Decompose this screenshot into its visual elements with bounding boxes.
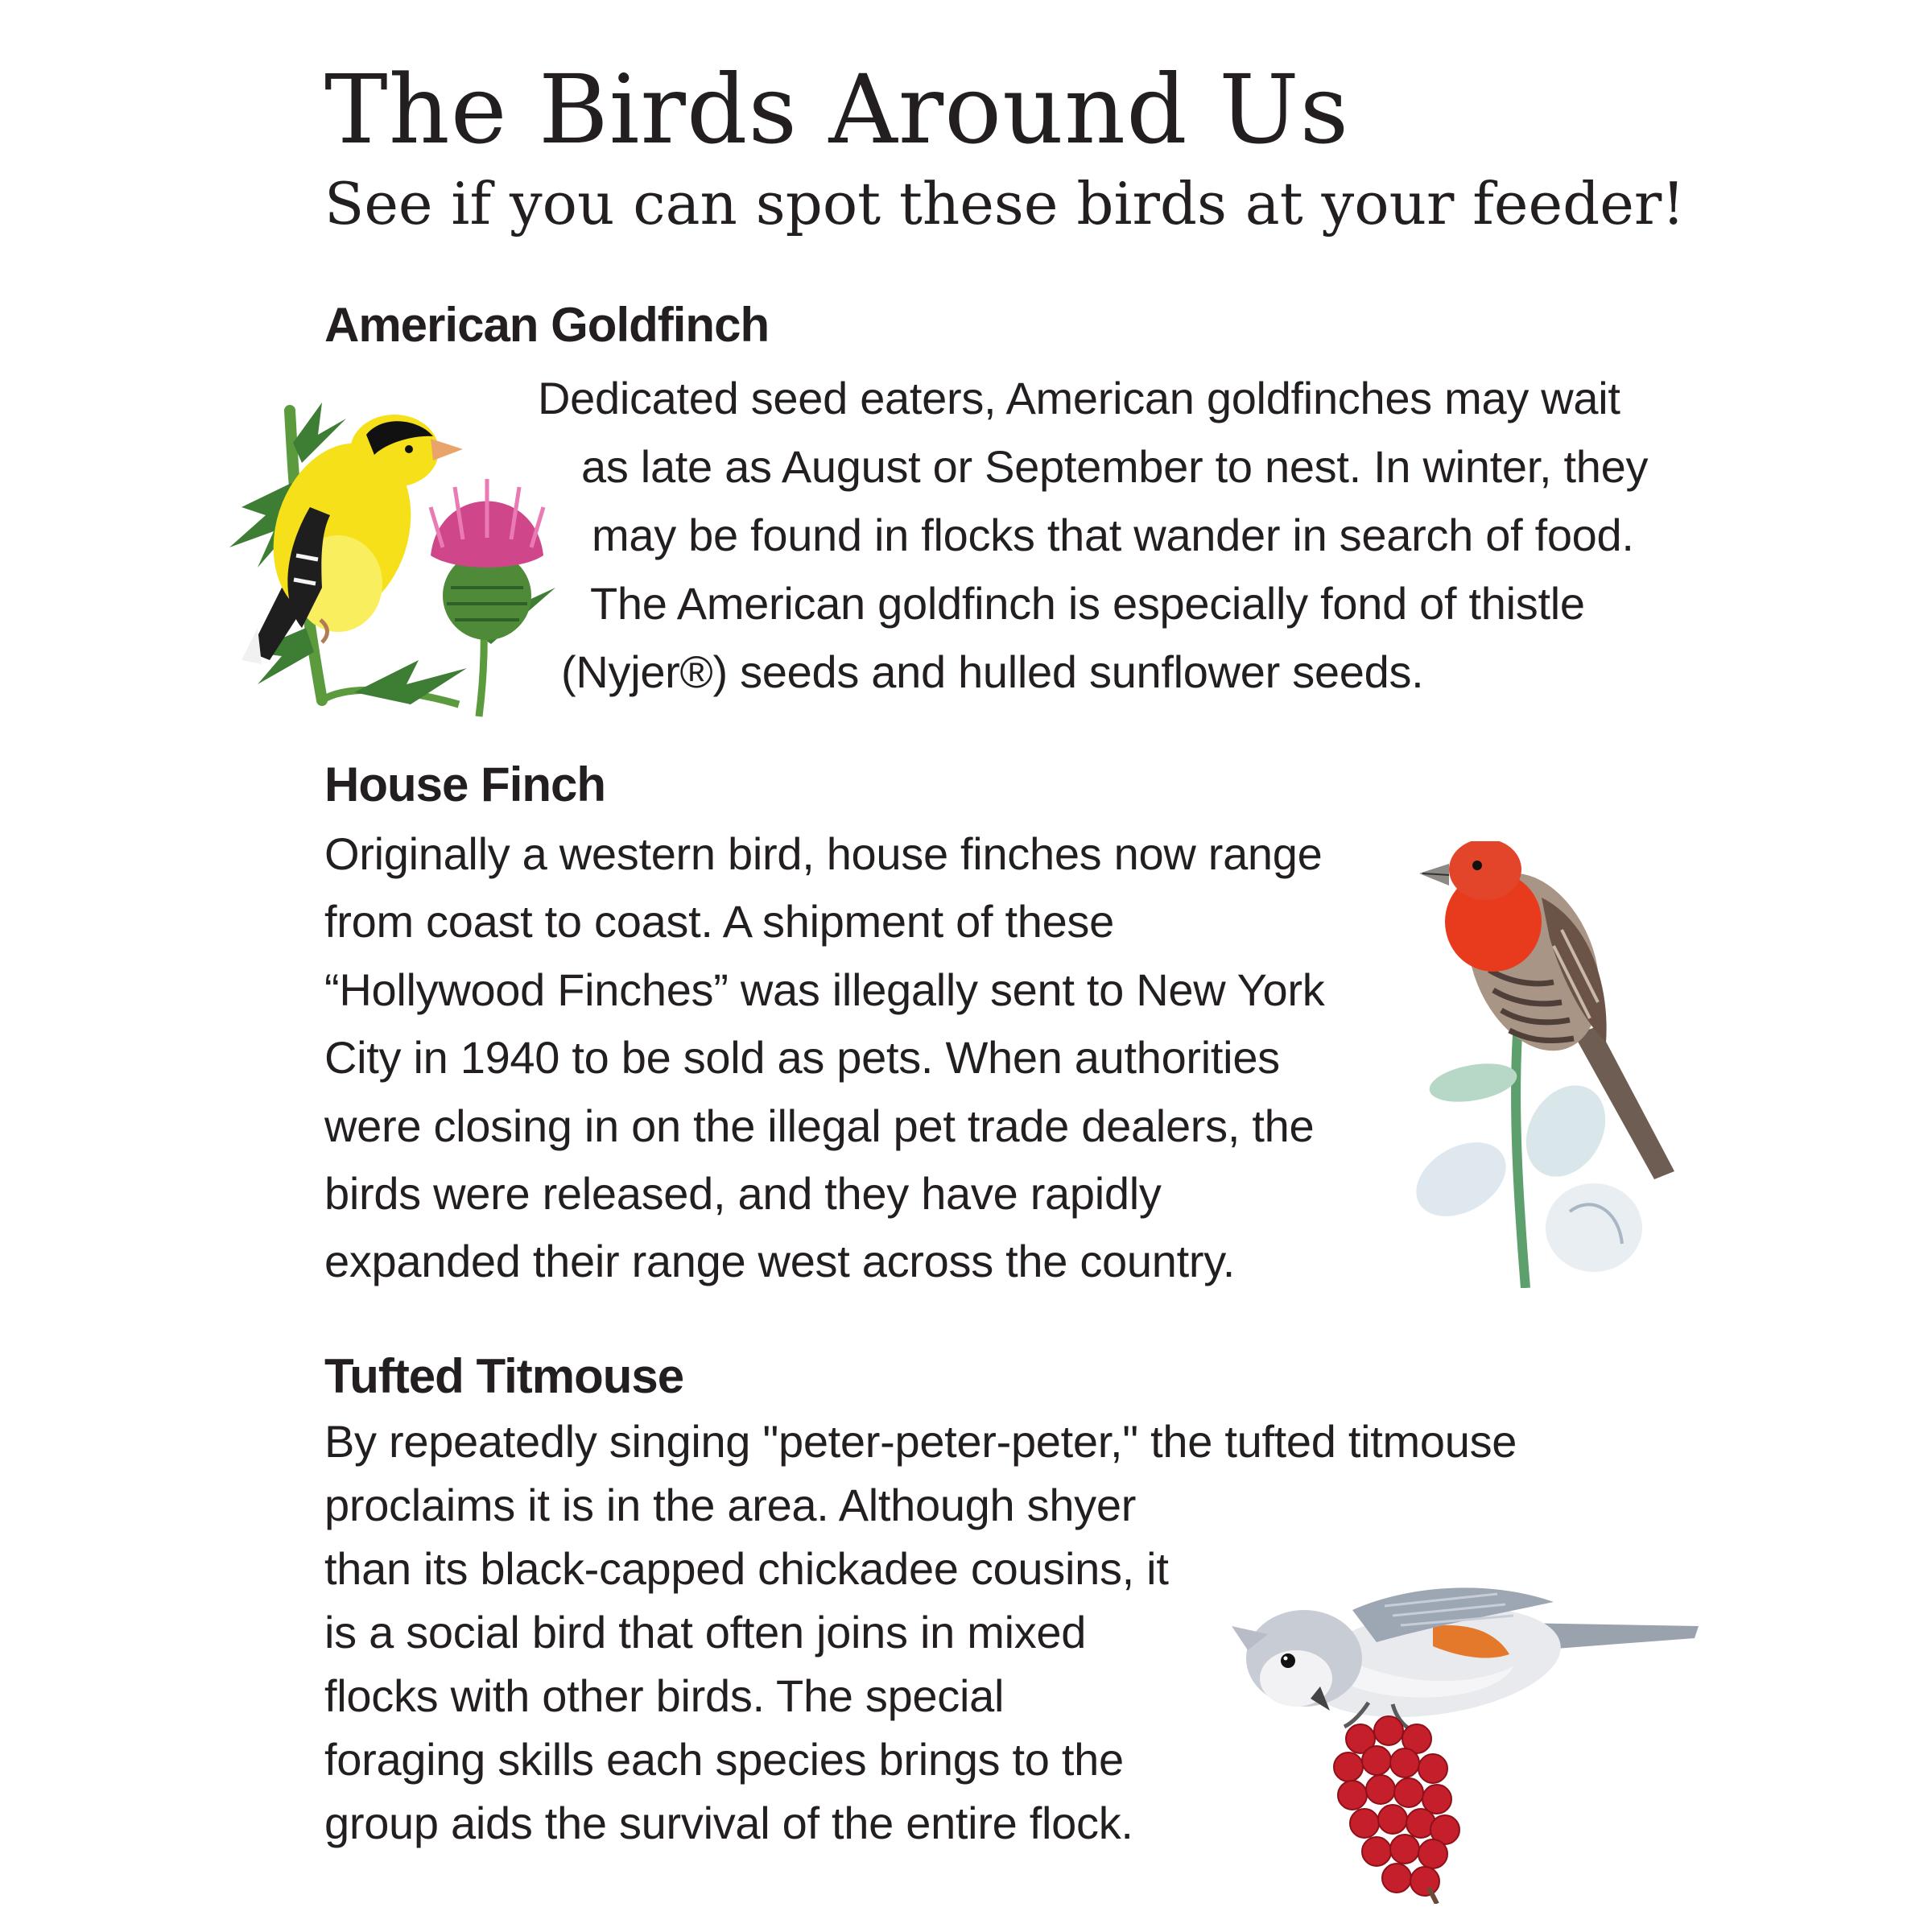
bird-text-line: were closing in on the illegal pet trade dealers, the — [324, 1100, 1315, 1151]
bird-text-line: proclaims it is in the area. Although shyer — [324, 1480, 1137, 1530]
bird-text-line: The American goldfinch is especially fond of thistle — [590, 578, 1585, 629]
bird-text-line: is a social bird that often joins in mixed — [324, 1607, 1087, 1657]
bird-heading-goldfinch: American Goldfinch — [324, 298, 770, 352]
goldfinch-illustration — [225, 386, 580, 724]
bird-text-line: expanded their range west across the country. — [324, 1236, 1236, 1286]
bird-text-line: City in 1940 to be sold as pets. When authorities — [324, 1032, 1280, 1083]
bird-text-line: foraging skills each species brings to the — [324, 1734, 1124, 1785]
bird-text-line: may be found in flocks that wander in search of food. — [592, 510, 1634, 560]
bird-text-line: as late as August or September to nest. In winter, they — [581, 441, 1649, 492]
bird-text-line: Dedicated seed eaters, American goldfinches may wait — [538, 373, 1620, 423]
bird-heading-titmouse: Tufted Titmouse — [324, 1349, 684, 1403]
bird-text-line: (Nyjer®) seeds and hulled sunflower seeds. — [561, 646, 1424, 697]
bird-text-line: flocks with other birds. The special — [324, 1670, 1005, 1721]
bird-heading-house-finch: House Finch — [324, 758, 606, 811]
house-finch-illustration — [1413, 841, 1678, 1288]
page-subtitle: See if you can spot these birds at your feeder! — [324, 170, 1686, 237]
tufted-titmouse-illustration — [1232, 1566, 1699, 1904]
bird-text-line: group aids the survival of the entire flock. — [324, 1798, 1133, 1848]
page-title: The Birds Around Us — [324, 54, 1350, 165]
bird-text-line: than its black-capped chickadee cousins, it — [324, 1543, 1169, 1594]
bird-text-line: By repeatedly singing "peter-peter-peter," the tufted titmouse — [324, 1416, 1517, 1467]
bird-text-line: birds were released, and they have rapidly — [324, 1168, 1162, 1219]
bird-text-line: Originally a western bird, house finches now range — [324, 828, 1323, 879]
bird-text-line: “Hollywood Finches” was illegally sent to New York — [324, 964, 1325, 1015]
bird-text-line: from coast to coast. A shipment of these — [324, 896, 1114, 947]
